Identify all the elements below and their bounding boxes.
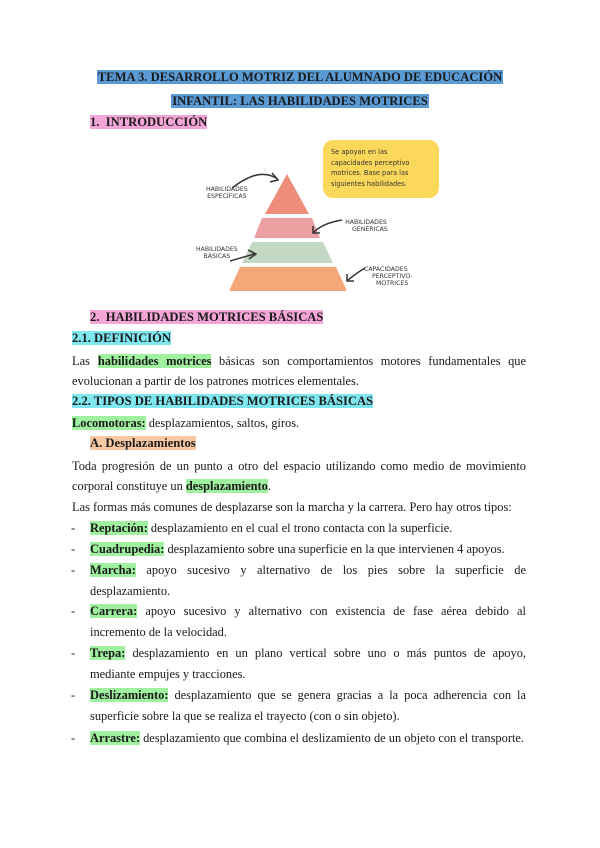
pyramid-level-capacidades — [229, 267, 347, 291]
list-item-reptacion: - Reptación: desplazamiento en el cual el trono contacta con la superficie. — [71, 521, 453, 535]
pyramid-diagram — [190, 140, 450, 300]
section-2-title: HABILIDADES MOTRICES BÁSICAS — [105, 310, 324, 324]
document-title-line-2 — [0, 94, 600, 109]
pyramid-level-basicas — [242, 242, 333, 263]
formas-paragraph: Las formas más comunes de desplazarse son la marcha y la carrera. Pero hay otros tipos: — [72, 500, 512, 514]
section-1-heading — [90, 115, 207, 130]
label-genericas: HABILIDADES GENÉRICAS — [345, 219, 388, 233]
definition-paragraph: Las habilidades motrices básicas son comportamientos motores fundamentales que evolucionan a partir de los patrones motrices elementales. — [72, 354, 527, 388]
section-2-heading — [90, 310, 323, 325]
title-line-1: TEMA 3. DESARROLLO MOTRIZ DEL ALUMNADO DE EDUCACIÓN — [97, 70, 503, 84]
subsection-2-2-heading: 2.2. TIPOS DE HABILIDADES MOTRICES BÁSICAS — [72, 394, 374, 408]
bold-term: habilidades motrices — [97, 354, 212, 368]
pyramid-level-genericas — [254, 218, 320, 238]
subsection-a-heading: A. Desplazamientos — [90, 436, 196, 450]
section-1-title: INTRODUCCIÓN — [105, 115, 208, 129]
list-item-carrera: - Carrera: apoyo sucesivo y alternativo con existencia de fase aérea debido al incremento de la velocidad. — [71, 604, 526, 639]
pyramid-level-especificas — [265, 174, 309, 214]
title-line-2: INFANTIL: LAS HABILIDADES MOTRICES — [172, 94, 428, 108]
note-line: capacidades perceptivo — [331, 158, 410, 167]
desplazamiento-paragraph: Toda progresión de un punto a otro del espacio utilizando como medio de movimiento corporal constituye un desplazamiento. — [72, 459, 526, 493]
list-item-marcha: - Marcha: apoyo sucesivo y alternativo de los pies sobre la superficie de desplazamiento. — [71, 563, 526, 598]
label-basicas: HABILIDADES BÁSICAS — [196, 246, 238, 260]
list-item-arrastre: - Arrastre: desplazamiento que combina el deslizamiento de un objeto con el transporte. — [71, 731, 524, 745]
locomotoras-line: Locomotoras: desplazamientos, saltos, giros. — [72, 416, 300, 430]
note-line: siguientes habilidades. — [331, 179, 407, 188]
document-title — [0, 70, 600, 85]
list-item-cuadrupedia: - Cuadrupedia: desplazamiento sobre una superficie en la que intervienen 4 apoyos. — [71, 542, 505, 556]
note-line: Se apoyan en las — [331, 148, 388, 156]
list-item-trepa: - Trepa: desplazamiento en un plano vertical sobre uno o más puntos de apoyo, mediante empujes y tracciones. — [71, 646, 526, 681]
section-1-number: 1. — [90, 115, 100, 129]
arrow-capacidades — [348, 268, 365, 280]
note-line: motrices. Base para las — [331, 169, 409, 177]
subsection-2-1-heading: 2.1. DEFINICIÓN — [72, 331, 172, 345]
arrow-genericas — [314, 220, 342, 232]
diagram-note — [323, 140, 439, 198]
section-2-number: 2. — [90, 310, 100, 324]
label-capacidades: CAPACIDADES PERCEPTIVO- MOTRICES — [364, 266, 413, 287]
label-especificas: HABILIDADES ESPECÍFICAS — [206, 186, 248, 200]
list-item-deslizamiento: - Deslizamiento: desplazamiento que se genera gracias a la poca adherencia con la superficie sobre la que se realiza el trayecto (con o sin objeto). — [71, 688, 526, 723]
